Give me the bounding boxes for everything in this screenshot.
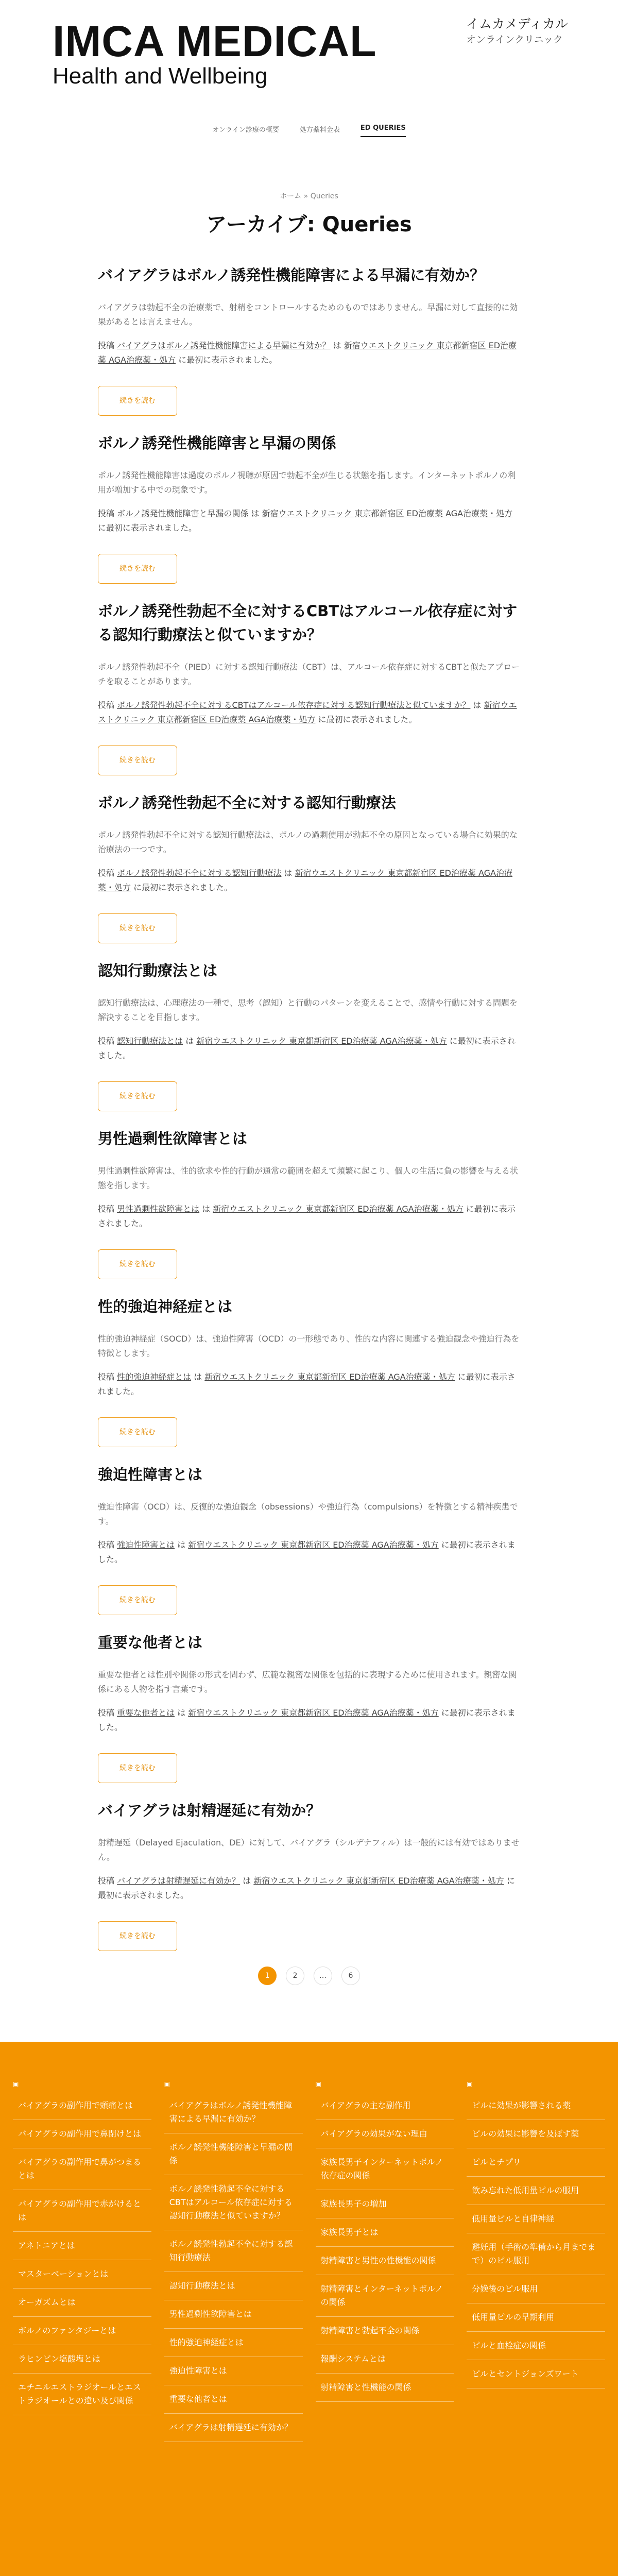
nav-item-online-consultation[interactable]: オンライン診療の概要 (212, 126, 279, 134)
footer-column (467, 2080, 605, 2442)
post-origin-note (98, 1874, 520, 1903)
footer-column (13, 2080, 151, 2442)
origin-prefix: 投稿 (98, 341, 117, 350)
origin-suffix: に最初に表示されました。 (98, 1540, 516, 1564)
footer-link[interactable]: 男性過剰性欲障害とは (164, 2300, 303, 2329)
footer-link[interactable]: 重要な他者とは (164, 2385, 303, 2414)
site-title[interactable]: IMCA MEDICAL (53, 17, 377, 65)
origin-prefix: 投稿 (98, 700, 117, 710)
post-item (98, 1799, 520, 1951)
origin-post-link[interactable]: 認知行動療法とは (117, 1036, 183, 1046)
footer-link[interactable]: バイアグラの主な副作用 (316, 2092, 454, 2120)
footer-link[interactable]: ボルノのファンタジーとは (13, 2317, 151, 2345)
origin-mid: は (330, 341, 344, 350)
breadcrumb: ホーム » Queries (280, 192, 338, 200)
post-title[interactable]: 重要な他者とは (98, 1634, 203, 1651)
footer-link[interactable]: 避妊用（手術の準備から月までまで）のピル服用 (467, 2233, 605, 2275)
post-title[interactable]: ボルノ誘発性勃起不全に対する認知行動療法 (98, 794, 396, 811)
footer-link[interactable]: ラヒンビン塩酸塩とは (13, 2345, 151, 2374)
post-excerpt: 男性過剰性欲障害は、性的欲求や性的行動が通常の範囲を超えて頻繁に起こり、個人の生活に負の影響を与える状態を指します。 (98, 1166, 519, 1190)
origin-prefix: 投稿 (98, 509, 117, 518)
origin-prefix: 投稿 (98, 868, 117, 878)
footer-link[interactable]: 家族長男子インターネットボルノ依存症の関係 (316, 2148, 454, 2190)
post-excerpt: 重要な他者とは性別や関係の形式を問わず、広範な親密な関係を包括的に表現するために使用されます。親密な関係にある人物を指す言葉です。 (98, 1670, 517, 1694)
origin-post-link[interactable]: バイアグラは射精遅延に有効か？ (117, 1876, 241, 1886)
post-excerpt: ポルノ誘発性勃起不全（PIED）に対する認知行動療法（CBT）は、アルコール依存症に対するCBTと似たアプローチを取ることがあります。 (98, 662, 520, 686)
origin-post-link[interactable]: 重要な他者とは (117, 1708, 175, 1718)
origin-mid: は (470, 700, 484, 710)
post-item (98, 959, 520, 1111)
origin-site-link[interactable]: 新宿ウエストクリニック 東京都新宿区 ED治療薬 AGA治療薬・処方 (98, 341, 517, 365)
footer-link[interactable]: ボルノ誘発性機能障害と早漏の関係 (164, 2133, 303, 2175)
footer-link[interactable]: バイアグラの副作用で鼻がつまるとは (13, 2148, 151, 2190)
origin-suffix: に最初に表示されました。 (176, 355, 278, 365)
site-japanese-name-block (466, 15, 568, 46)
post-item (98, 791, 520, 943)
post-excerpt: 認知行動療法は、心理療法の一種で、思考（認知）と行動のパターンを変えることで、感情や行動に対する問題を解決することを目指します。 (98, 998, 518, 1022)
origin-suffix: に最初に表示されました。 (98, 1372, 516, 1396)
post-origin-note (98, 1538, 520, 1567)
footer-link[interactable]: マスターベーションとは (13, 2260, 151, 2289)
post-origin-note (98, 338, 520, 367)
footer-column (316, 2080, 454, 2442)
footer-link[interactable]: 飲み忘れた低用量ピルの服用 (467, 2177, 605, 2205)
origin-suffix: に最初に表示されました。 (131, 883, 233, 892)
footer-link[interactable]: バイアグラの効果がない理由 (316, 2120, 454, 2148)
origin-site-link[interactable]: 新宿ウエストクリニック 東京都新宿区 ED治療薬 AGA治療薬・処方 (253, 1876, 504, 1886)
post-title[interactable]: 性的強迫神経症とは (98, 1298, 233, 1315)
footer-image-icon: ▣ (13, 2080, 19, 2088)
origin-site-link[interactable]: 新宿ウエストクリニック 東京都新宿区 ED治療薬 AGA治療薬・処方 (98, 700, 517, 724)
site-footer (0, 2042, 618, 2576)
footer-link[interactable]: ピルとセントジョンズワート (467, 2360, 605, 2388)
origin-suffix: に最初に表示されました。 (98, 1708, 516, 1732)
page-button-6[interactable]: 6 (341, 1967, 360, 1985)
footer-link[interactable]: 家族長男子とは (316, 2218, 454, 2247)
footer-link[interactable]: 分娩後のピル服用 (467, 2275, 605, 2303)
footer-link[interactable]: バイアグラは射精遅延に有効か？ (164, 2414, 303, 2442)
read-more-button[interactable]: 続きを読む (98, 745, 177, 775)
footer-column (164, 2080, 303, 2442)
origin-post-link[interactable]: バイアグラはボルノ誘発性機能障害による早漏に有効か？ (117, 341, 331, 350)
origin-post-link[interactable]: 男性過剰性欲障害とは (117, 1204, 200, 1214)
origin-mid: は (175, 1708, 188, 1718)
post-origin-note (98, 1370, 520, 1399)
page-title: アーカイブ: Queries (206, 213, 412, 236)
origin-post-link[interactable]: ボルノ誘発性勃起不全に対するCBTはアルコール依存症に対する認知行動療法と似ていますか？ (117, 700, 471, 710)
footer-link[interactable]: オーガズムとは (13, 2289, 151, 2317)
post-title[interactable]: ボルノ誘発性機能障害と早漏の関係 (98, 434, 336, 452)
origin-suffix: に最初に表示されました。 (98, 523, 197, 533)
post-origin-note (98, 866, 520, 895)
page-button-1[interactable]: 1 (258, 1967, 277, 1985)
origin-prefix: 投稿 (98, 1204, 117, 1214)
read-more-button[interactable]: 続きを読む (98, 1417, 177, 1447)
origin-mid: は (175, 1540, 188, 1550)
post-title[interactable]: バイアグラはボルノ誘発性機能障害による早漏に有効か？ (98, 266, 485, 284)
read-more-button[interactable]: 続きを読む (98, 1921, 177, 1951)
footer-link[interactable]: 報酬システムとは (316, 2345, 454, 2374)
footer-image-icon: ▣ (315, 2080, 321, 2088)
post-title[interactable]: バイアグラは射精遅延に有効か？ (98, 1802, 321, 1819)
footer-link[interactable]: エチニルエストラジオールとエストラジオールとの違い及び関係 (13, 2374, 151, 2415)
origin-site-link[interactable]: 新宿ウエストクリニック 東京都新宿区 ED治療薬 AGA治療薬・処方 (213, 1204, 464, 1214)
page-button-2[interactable]: 2 (286, 1967, 304, 1985)
site-header (0, 0, 618, 134)
post-title[interactable]: 強迫性障害とは (98, 1466, 203, 1483)
origin-site-link[interactable]: 新宿ウエストクリニック 東京都新宿区 ED治療薬 AGA治療薬・処方 (188, 1708, 439, 1718)
post-origin-note (98, 698, 520, 727)
footer-link[interactable]: 性的強迫神経症とは (164, 2329, 303, 2357)
footer-link[interactable]: 認知行動療法とは (164, 2272, 303, 2300)
nav-item-ed-queries[interactable]: ED QUERIES (360, 124, 406, 137)
origin-mid: は (183, 1036, 197, 1046)
post-list (98, 263, 520, 1951)
footer-link[interactable]: 低用量ピルの早期利用 (467, 2303, 605, 2332)
main-navigation (0, 124, 618, 137)
origin-mid: は (281, 868, 295, 878)
origin-site-link[interactable]: 新宿ウエストクリニック 東京都新宿区 ED治療薬 AGA治療薬・処方 (262, 509, 513, 518)
post-title[interactable]: 男性過剰性欲障害とは (98, 1130, 248, 1147)
nav-item-price-list[interactable]: 処方薬料金表 (299, 126, 340, 134)
footer-link[interactable]: 射精障害とインターネットボルノの関係 (316, 2275, 454, 2317)
post-excerpt: バイアグラは勃起不全の治療薬で、射精をコントロールするためのものではありません。早漏に対して直接的に効果があるとは言えません。 (98, 302, 518, 327)
site-subtitle: Health and Wellbeing (53, 63, 268, 89)
post-item (98, 1127, 520, 1279)
footer-image-icon: ▣ (467, 2080, 473, 2088)
post-item (98, 1295, 520, 1447)
post-item (98, 431, 520, 584)
origin-mid: は (199, 1204, 213, 1214)
origin-site-link[interactable]: 新宿ウエストクリニック 東京都新宿区 ED治療薬 AGA治療薬・処方 (204, 1372, 455, 1382)
footer-link[interactable]: ピルの効果に影響を及ぼす薬 (467, 2120, 605, 2148)
footer-link[interactable]: 家族長男子の増加 (316, 2190, 454, 2218)
footer-link[interactable]: ボルノ誘発性勃起不全に対する認知行動療法 (164, 2230, 303, 2272)
footer-link[interactable]: 低用量ピルと自律神経 (467, 2205, 605, 2233)
origin-post-link[interactable]: 性的強迫神経症とは (117, 1372, 192, 1382)
post-origin-note (98, 1034, 520, 1063)
footer-link[interactable]: 射精障害と性機能の関係 (316, 2374, 454, 2402)
origin-prefix: 投稿 (98, 1372, 117, 1382)
origin-site-link[interactable]: 新宿ウエストクリニック 東京都新宿区 ED治療薬 AGA治療薬・処方 (188, 1540, 439, 1550)
post-origin-note (98, 1202, 520, 1231)
origin-prefix: 投稿 (98, 1540, 117, 1550)
footer-columns (13, 2042, 605, 2442)
footer-link[interactable]: 強迫性障害とは (164, 2357, 303, 2385)
origin-prefix: 投稿 (98, 1036, 117, 1046)
post-title[interactable]: ボルノ誘発性勃起不全に対するCBTはアルコール依存症に対する認知行動療法と似ていますか？ (98, 602, 518, 643)
read-more-button[interactable]: 続きを読む (98, 1081, 177, 1111)
origin-site-link[interactable]: 新宿ウエストクリニック 東京都新宿区 ED治療薬 AGA治療薬・処方 (196, 1036, 447, 1046)
read-more-button[interactable]: 続きを読む (98, 1585, 177, 1615)
origin-suffix: に最初に表示されました。 (315, 715, 417, 724)
origin-mid: は (240, 1876, 254, 1886)
post-excerpt: ポルノ誘発性勃起不全に対する認知行動療法は、ポルノの過剰使用が勃起不全の原因となっている場合に効果的な治療法の一つです。 (98, 830, 518, 854)
origin-suffix: に最初に表示されました。 (98, 1876, 515, 1900)
origin-prefix: 投稿 (98, 1708, 117, 1718)
post-title[interactable]: 認知行動療法とは (98, 962, 218, 979)
post-excerpt: 射精遅延（Delayed Ejaculation、DE）に対して、バイアグラ（シルデナフィル）は一般的には有効ではありません。 (98, 1838, 520, 1862)
footer-link[interactable]: ピルと血栓症の関係 (467, 2332, 605, 2360)
page-ellipsis: … (314, 1967, 332, 1985)
footer-link[interactable]: 射精障害と勃起不全の関係 (316, 2317, 454, 2345)
footer-link[interactable]: バイアグラの副作用で鼻閉けとは (13, 2120, 151, 2148)
footer-link[interactable]: バイアグラの副作用で頭痛とは (13, 2092, 151, 2120)
footer-link[interactable]: アネトニアとは (13, 2232, 151, 2260)
main-content (98, 149, 520, 1985)
origin-post-link[interactable]: ボルノ誘発性勃起不全に対する認知行動療法 (117, 868, 282, 878)
read-more-button[interactable]: 続きを読む (98, 1249, 177, 1279)
site-japanese-tagline: オンラインクリニック (466, 34, 563, 45)
origin-site-link[interactable]: 新宿ウエストクリニック 東京都新宿区 ED治療薬 AGA治療薬・処方 (98, 868, 513, 892)
site-japanese-name: イムカメディカル (466, 16, 569, 31)
post-item (98, 263, 520, 416)
origin-suffix: に最初に表示されました。 (98, 1036, 516, 1060)
post-item (98, 1463, 520, 1615)
origin-mid: は (191, 1372, 205, 1382)
footer-image-icon: ▣ (164, 2080, 170, 2088)
origin-suffix: に最初に表示されました。 (98, 1204, 516, 1228)
footer-link[interactable]: ピルとチプリ (467, 2148, 605, 2177)
origin-post-link[interactable]: 強迫性障害とは (117, 1540, 175, 1550)
read-more-button[interactable]: 続きを読む (98, 1753, 177, 1783)
post-origin-note (98, 506, 520, 535)
post-item (98, 1631, 520, 1783)
footer-link[interactable]: ピルに効果が影響される薬 (467, 2092, 605, 2120)
read-more-button[interactable]: 続きを読む (98, 386, 177, 416)
post-excerpt: ポルノ誘発性機能障害は過度のポルノ視聴が原因で勃起不全が生じる状態を指します。インターネットポルノの利用が増加する中での現象です。 (98, 470, 516, 495)
origin-prefix: 投稿 (98, 1876, 117, 1886)
footer-link[interactable]: バイアグラはボルノ誘発性機能障害による早漏に有効か？ (164, 2092, 303, 2133)
origin-mid: は (248, 509, 262, 518)
site-logo[interactable] (53, 17, 377, 89)
post-item (98, 599, 520, 775)
origin-post-link[interactable]: ボルノ誘発性機能障害と早漏の関係 (117, 509, 249, 518)
post-excerpt: 強迫性障害（OCD）は、反復的な強迫観念（obsessions）や強迫行為（compulsions）を特徴とする精神疾患です。 (98, 1502, 518, 1526)
pagination (98, 1967, 520, 1985)
read-more-button[interactable]: 続きを読む (98, 554, 177, 584)
footer-link[interactable]: バイアグラの副作用で赤がけるとは (13, 2190, 151, 2232)
post-excerpt: 性的強迫神経症（SOCD）は、強迫性障害（OCD）の一形態であり、性的な内容に関連する強迫観念や強迫行為を特徴とします。 (98, 1334, 520, 1358)
read-more-button[interactable]: 続きを読む (98, 913, 177, 943)
footer-link[interactable]: 射精障害と男性の性機能の関係 (316, 2247, 454, 2275)
post-origin-note (98, 1706, 520, 1735)
footer-link[interactable]: ボルノ誘発性勃起不全に対するCBTはアルコール依存症に対する認知行動療法と似ていますか？ (164, 2175, 303, 2230)
